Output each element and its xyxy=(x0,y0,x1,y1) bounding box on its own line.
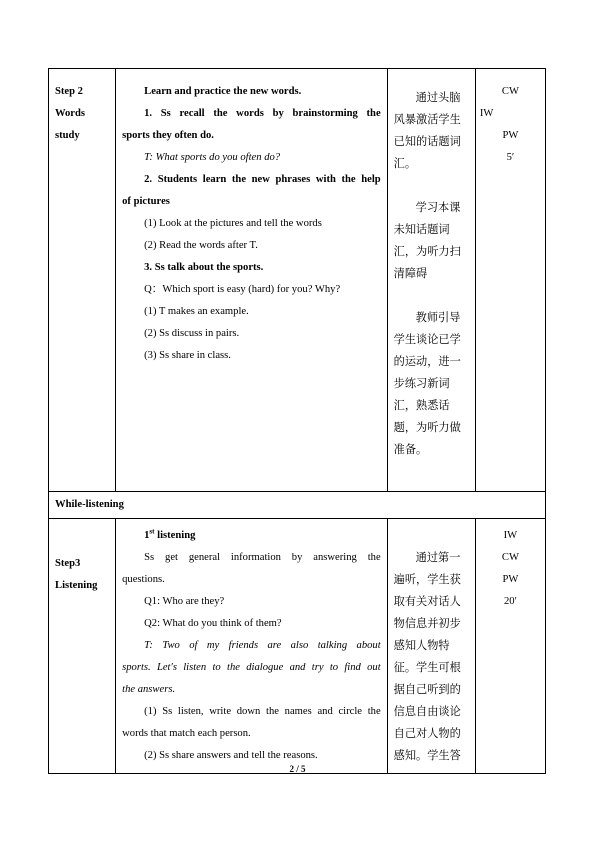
procedure-line: sports they often do. xyxy=(122,130,214,141)
purpose-line: 通过头脑 xyxy=(415,91,461,104)
step2-label-cell xyxy=(49,69,116,492)
procedure-line: (2) Read the words after T. xyxy=(144,240,258,251)
procedure-line: of pictures xyxy=(122,196,170,207)
purpose-line: 准备。 xyxy=(393,443,428,456)
procedure-line: Q：Which sport is easy (hard) for you? Why? xyxy=(144,284,341,295)
procedure-line: questions. xyxy=(122,574,165,585)
purpose-line: 汇，为听力扫 xyxy=(393,245,461,258)
step2-title: Step 2 xyxy=(55,86,83,97)
purpose-line: 风暴激活学生 xyxy=(393,113,461,126)
procedure-line: Q1: Who are they? xyxy=(144,596,225,607)
procedure-line: the answers. xyxy=(122,684,176,695)
procedure-line: words that match each person. xyxy=(122,728,251,739)
purpose-line: 通过第一 xyxy=(415,551,461,564)
mode-label: IW xyxy=(503,530,518,541)
purpose-line: 汇，熟悉话 xyxy=(393,399,450,412)
purpose-line: 学习本课 xyxy=(415,201,461,214)
while-listening-heading: While-listening xyxy=(49,492,546,519)
procedure-line: (3) Ss share in class. xyxy=(144,350,231,361)
mode-label: PW xyxy=(502,130,519,141)
step3-mode-cell xyxy=(475,519,545,774)
purpose-line: 取有关对话人 xyxy=(393,595,461,608)
procedure-line: sports. Let′s listen to the dialogue and try to find out xyxy=(122,662,381,673)
purpose-line: 的运动，进一 xyxy=(393,355,461,368)
purpose-line: 感知人物特 xyxy=(393,639,450,652)
purpose-line: 清障碍 xyxy=(393,267,428,280)
procedure-line: T: Two of my friends are also talking about xyxy=(144,640,381,651)
purpose-line: 已知的话题词 xyxy=(393,135,461,148)
page-number: 2 / 5 xyxy=(289,764,306,774)
purpose-line: 未知话题词 xyxy=(393,223,450,236)
step2-procedure-cell xyxy=(116,69,388,492)
procedure-line: Ss get general information by answering the xyxy=(144,552,381,563)
mode-label: CW xyxy=(501,552,519,563)
lesson-plan-table xyxy=(48,68,546,774)
purpose-line: 汇。 xyxy=(393,157,417,170)
step3-procedure-cell xyxy=(116,519,388,774)
purpose-line: 自己对人物的 xyxy=(393,727,461,740)
procedure-line: Learn and practice the new words. xyxy=(144,86,302,97)
purpose-line: 步练习新词 xyxy=(393,377,450,390)
procedure-line: Q2: What do you think of them? xyxy=(144,618,282,629)
purpose-line: 征。学生可根 xyxy=(393,661,461,674)
step3-title-listening: Listening xyxy=(55,580,98,591)
procedure-line: T: What sports do you often do? xyxy=(144,152,281,163)
mode-time: 20′ xyxy=(503,596,517,607)
mode-time: 5′ xyxy=(506,152,515,163)
purpose-line: 学生谈论已学 xyxy=(393,333,461,346)
purpose-line: 遍听，学生获 xyxy=(393,573,461,586)
first-listening-heading: 1st listening xyxy=(144,527,196,541)
purpose-line: 感知。学生答 xyxy=(393,749,461,762)
mode-label: PW xyxy=(502,574,519,585)
procedure-line: (1) Ss listen, write down the names and circle the xyxy=(144,706,381,717)
procedure-line: (2) Ss share answers and tell the reasons. xyxy=(144,750,318,761)
procedure-line: 2. Students learn the new phrases with the help xyxy=(144,174,381,185)
purpose-line: 题，为听力做 xyxy=(393,421,461,434)
mode-label: CW xyxy=(501,86,519,97)
procedure-line: (1) Look at the pictures and tell the words xyxy=(144,218,322,229)
procedure-line: (2) Ss discuss in pairs. xyxy=(144,328,240,339)
purpose-line: 信息自由谈论 xyxy=(393,705,461,718)
mode-label: IW xyxy=(479,108,494,119)
procedure-line: (1) T makes an example. xyxy=(144,306,249,317)
step3-row xyxy=(49,519,546,774)
step3-label-cell xyxy=(49,519,116,774)
purpose-line: 教师引导 xyxy=(415,311,461,324)
purpose-line: 物信息并初步 xyxy=(393,617,461,630)
step3-purpose-cell xyxy=(387,519,475,774)
step2-row xyxy=(49,69,546,492)
procedure-line: 1. Ss recall the words by brainstorming the xyxy=(144,108,381,119)
step3-title: Step3 xyxy=(55,558,81,569)
step2-mode-cell xyxy=(475,69,545,492)
purpose-line: 据自己听到的 xyxy=(393,683,461,696)
while-listening-row xyxy=(49,492,546,519)
step2-title-study: study xyxy=(55,130,80,141)
step2-title-words: Words xyxy=(55,108,86,119)
step2-purpose-cell xyxy=(387,69,475,492)
procedure-line: 3. Ss talk about the sports. xyxy=(144,262,264,273)
